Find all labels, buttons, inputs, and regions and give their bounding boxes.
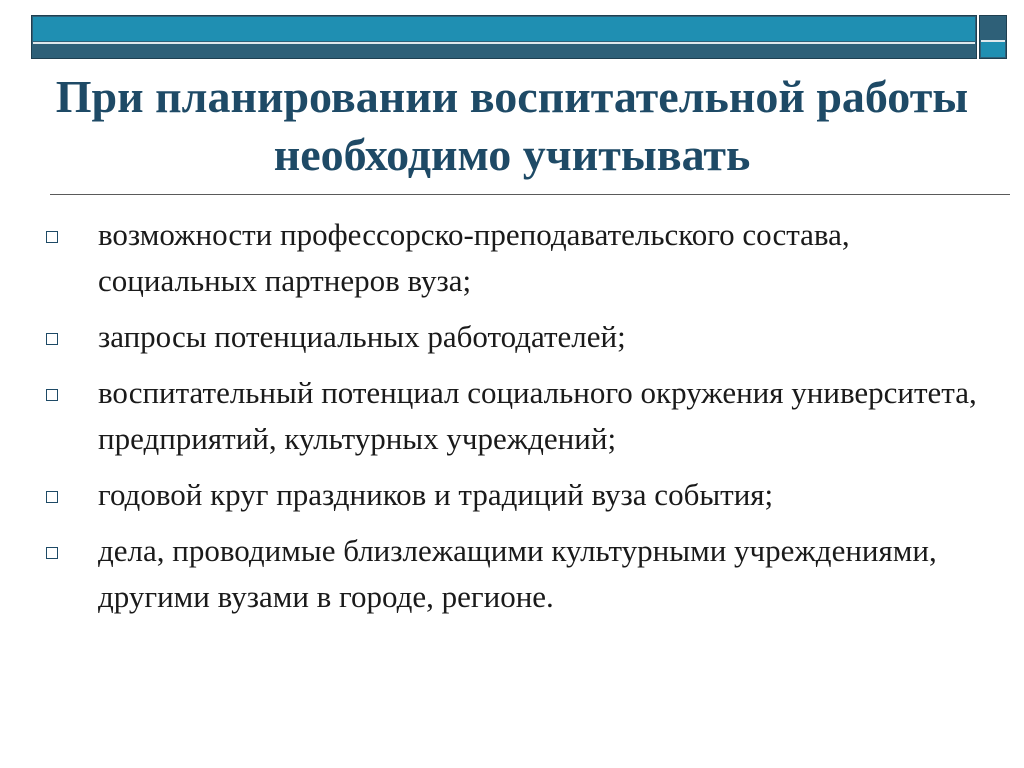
bullet-text: возможности профессорско-преподавательского состава, социальных партнеров вуза;	[98, 217, 850, 298]
slide-title: При планировании воспитательной работы необходимо учитывать	[55, 71, 969, 180]
corner-block-lower	[981, 42, 1005, 57]
bullet-item	[44, 370, 994, 462]
hollow-square-icon	[46, 547, 58, 559]
bullet-item	[44, 528, 994, 620]
hollow-square-icon	[46, 491, 58, 503]
header-stripe	[31, 15, 977, 59]
header-stripe-line	[33, 42, 975, 44]
title-divider	[50, 194, 1010, 195]
header-corner-block	[979, 15, 1007, 59]
bullet-text: дела, проводимые близлежащими культурными учреждениями, другими вузами в городе, регионе.	[98, 533, 937, 614]
bullet-item	[44, 472, 994, 518]
bullet-item	[44, 314, 994, 360]
bullet-list	[44, 212, 994, 630]
bullet-text: годовой круг праздников и традиций вуза события;	[98, 477, 774, 512]
hollow-square-icon	[46, 389, 58, 401]
hollow-square-icon	[46, 231, 58, 243]
bullet-text: запросы потенциальных работодателей;	[98, 319, 626, 354]
bullet-item	[44, 212, 994, 304]
header-stripe-light	[33, 17, 975, 41]
bullet-text: воспитательный потенциал социального окружения университета, предприятий, культурных учреждений;	[98, 375, 977, 456]
top-decorative-band	[31, 15, 1007, 59]
hollow-square-icon	[46, 333, 58, 345]
